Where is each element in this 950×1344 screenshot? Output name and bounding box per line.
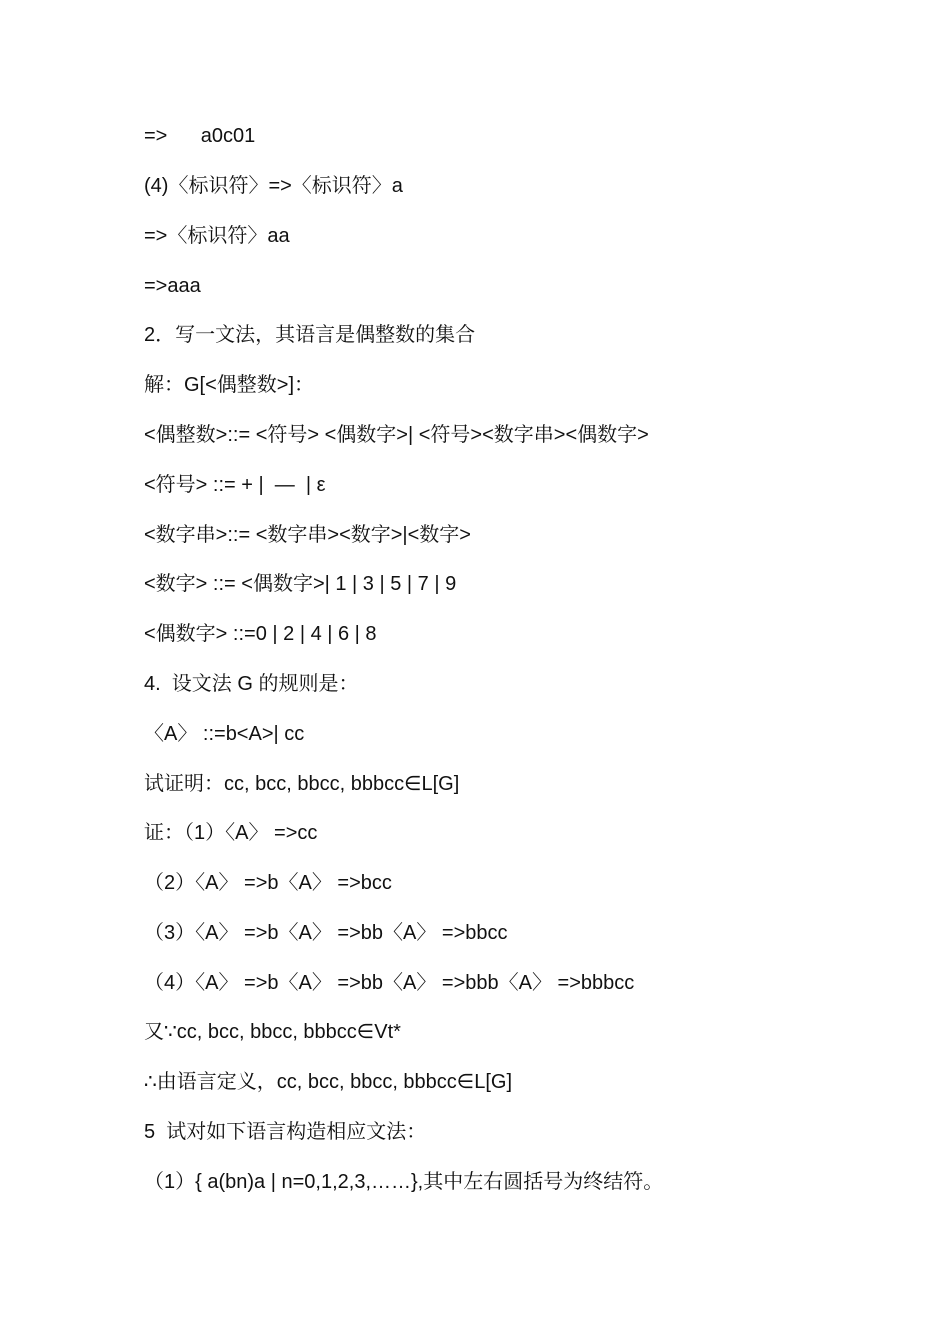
prove-statement: 试证明：cc, bcc, bbcc, bbbcc∈L[G]: [144, 773, 460, 795]
derivation-identifier-step-3: =>aaa: [144, 275, 201, 297]
proof-step-1: 证：（1）〈A〉 =>cc: [144, 822, 318, 844]
proof-step-3: （3）〈A〉 =>b〈A〉 =>bb〈A〉 =>bbcc: [144, 922, 508, 944]
rule-digit-string: <数字串>::= <数字串><数字>|<数字>: [144, 524, 471, 546]
derivation-line-a0c01: => a0c01: [144, 125, 256, 147]
question-5-heading: 5 试对如下语言构造相应文法：: [144, 1121, 427, 1143]
proof-step-2: （2）〈A〉 =>b〈A〉 =>bcc: [144, 872, 392, 894]
question-5-part-1: （1）{ a(bn)a | n=0,1,2,3,……},其中左右圆括号为终结符。: [144, 1171, 664, 1193]
question-4-heading: 4. 设文法 G 的规则是：: [144, 673, 359, 695]
grammar-rule-a: 〈A〉 ::=b<A>| cc: [144, 723, 305, 745]
proof-because-line: 又∵cc, bcc, bbcc, bbbcc∈Vt*: [144, 1021, 401, 1043]
rule-even-digit: <偶数字> ::=0 | 2 | 4 | 6 | 8: [144, 623, 377, 645]
derivation-identifier-step-2: =>〈标识符〉aa: [144, 225, 290, 247]
rule-sign: <符号> ::= + | — | ε: [144, 474, 326, 496]
rule-digit: <数字> ::= <偶数字>| 1 | 3 | 5 | 7 | 9: [144, 573, 457, 595]
derivation-identifier-step-1: (4)〈标识符〉=>〈标识符〉a: [144, 175, 403, 197]
rule-even-integer: <偶整数>::= <符号> <偶数字>| <符号><数字串><偶数字>: [144, 424, 649, 446]
question-2-heading: 2．写一文法，其语言是偶整数的集合: [144, 324, 476, 346]
solution-grammar-title: 解：G[<偶整数>]：: [144, 374, 315, 396]
proof-therefore-line: ∴由语言定义，cc, bcc, bbcc, bbbcc∈L[G]: [144, 1071, 513, 1093]
proof-step-4: （4）〈A〉 =>b〈A〉 =>bb〈A〉 =>bbb〈A〉 =>bbbcc: [144, 972, 635, 994]
